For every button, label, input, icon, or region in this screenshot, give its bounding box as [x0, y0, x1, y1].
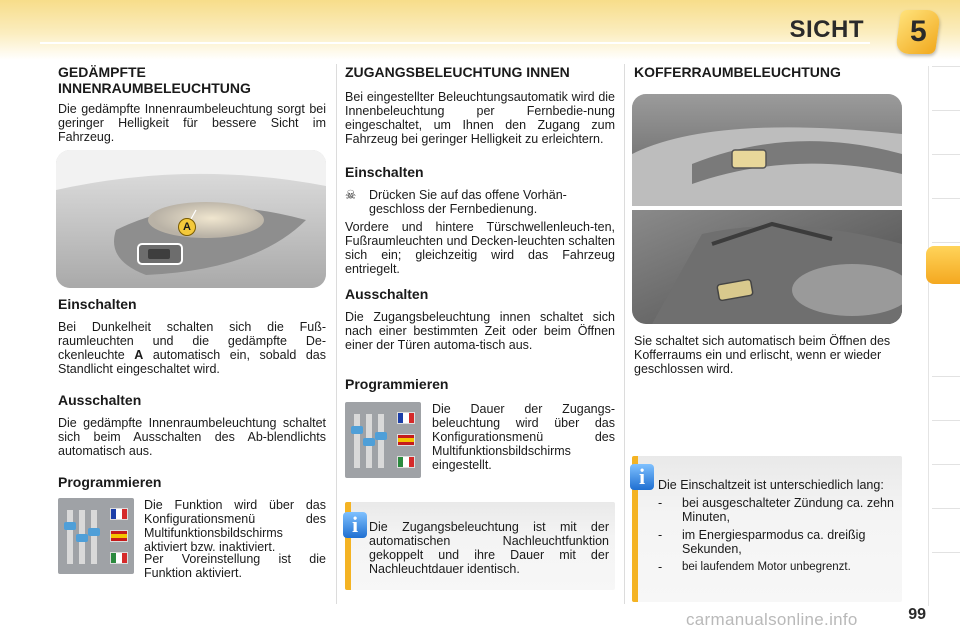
list-item: [658, 496, 898, 524]
flag-icon: [397, 456, 415, 468]
trunk-note-box: [632, 456, 902, 602]
info-icon: i: [343, 512, 367, 538]
access-on-title: Einschalten: [345, 164, 424, 180]
header-rule: [40, 42, 870, 44]
trunk-note-content: [658, 478, 898, 574]
dimmed-on-text-part: Bei Dunkelheit schalten sich die Fuß-raumleuchten und die gedämpfte De-ckenleuchte: [58, 320, 326, 362]
chapter-tab[interactable]: [932, 464, 960, 500]
config-menu-image: [345, 402, 421, 478]
trunk-note-list: [658, 496, 898, 574]
watermark: carmanualsonline.info: [686, 610, 858, 629]
dimmed-on-text: [58, 320, 326, 376]
access-note-box: [345, 502, 615, 590]
access-off-text: Die Zugangsbeleuchtung innen schaltet sich nach einer bestimmten Zeit oder beim Öffnen einer der Türen automa-tisch aus.: [345, 310, 615, 352]
trunk-light-photo: [632, 94, 902, 324]
list-item-text: bei ausgeschalteter Zündung ca. zehn Minuten,: [682, 496, 894, 524]
key-fob-icon: ☠: [345, 188, 357, 202]
dimmed-prog-text2: Per Voreinstellung ist die Funktion aktiviert.: [144, 552, 326, 580]
chapter-tab[interactable]: [932, 376, 960, 412]
marker-a-badge: A: [178, 218, 196, 236]
dimmed-on-text-part: automatisch ein, sobald das Standlicht eingeschaltet wird.: [58, 348, 327, 376]
flag-icon: [397, 434, 415, 446]
access-on-bullet: [345, 188, 615, 216]
trunk-caption: Sie schaltet sich automatisch beim Öffnen des Kofferraums ein und erlischt, wenn er wieder geschlossen wird.: [634, 334, 891, 376]
list-item: [658, 560, 898, 574]
dimmed-prog-text1: Die Funktion wird über das Konfigurationsmenü des Multifunktionsbildschirms aktiviert bzw. inaktiviert.: [144, 498, 326, 554]
column-divider: [336, 64, 337, 604]
list-item-marker: -: [658, 496, 663, 510]
trunk-note-intro: Die Einschaltzeit ist unterschiedlich lang:: [658, 478, 884, 492]
access-off-title: Ausschalten: [345, 286, 429, 302]
info-icon: i: [630, 464, 654, 490]
chapter-tab[interactable]: [932, 154, 960, 190]
dimmed-on-title: Einschalten: [58, 296, 137, 312]
section-heading-dimmed-lighting: GEDÄMPFTE INNENRAUMBELEUCHTUNG: [58, 64, 251, 96]
list-item-marker: -: [658, 560, 663, 574]
access-on-text: Vordere und hintere Türschwellenleuch-ten, Fußraumleuchten und Decken-leuchten schalten sich ein; gleichzeitig wird das Fahrzeug entriegelt.: [345, 220, 615, 276]
chapter-tab[interactable]: [932, 198, 960, 234]
chapter-badge: [895, 10, 941, 54]
config-menu-image: [58, 498, 134, 574]
flag-icon: [110, 552, 128, 564]
list-item-text: im Energiesparmodus ca. dreißig Sekunden,: [682, 528, 866, 556]
access-on-bullet-row: [345, 188, 615, 216]
dimmed-on-marker: A: [134, 348, 144, 362]
chapter-tab-strip: [928, 66, 960, 606]
ceiling-light-photo: [56, 150, 326, 288]
list-item-text: bei laufendem Motor unbegrenzt.: [682, 561, 851, 573]
dimmed-off-text: Die gedämpfte Innenraumbeleuchtung schaltet sich beim Ausschalten des Ab-blendlichts automatisch aus.: [58, 416, 326, 458]
access-prog-text: Die Dauer der Zugangs-beleuchtung wird über das Konfigurationsmenü des Multifunktionsbildschirms eingestellt.: [432, 402, 615, 472]
chapter-tab[interactable]: [932, 508, 960, 544]
chapter-tab[interactable]: [932, 420, 960, 456]
access-prog-title: Programmieren: [345, 376, 449, 392]
flag-icon: [110, 508, 128, 520]
access-note-text: Die Zugangsbeleuchtung ist mit der automatischen Nachleuchtfunktion gekoppelt und ihre Dauer mit der Nachleuchtdauer identisch.: [369, 520, 609, 576]
list-item-marker: -: [658, 528, 663, 542]
page-title: SICHT: [789, 16, 864, 43]
dimmed-prog-title: Programmieren: [58, 474, 162, 490]
flag-icon: [110, 530, 128, 542]
chapter-tab-active[interactable]: [926, 246, 960, 284]
column-divider: [624, 64, 625, 604]
dimmed-lighting-intro: Die gedämpfte Innenraumbeleuchtung sorgt bei geringer Helligkeit für bessere Sicht im Fahrzeug.: [58, 102, 326, 144]
chapter-number: 5: [909, 15, 927, 48]
chapter-tab[interactable]: [932, 110, 960, 146]
chapter-tab[interactable]: [932, 66, 960, 102]
chapter-tab[interactable]: [932, 552, 960, 588]
list-item: [658, 528, 898, 556]
dimmed-off-title: Ausschalten: [58, 392, 142, 408]
flag-icon: [397, 412, 415, 424]
access-lighting-intro: Bei eingestellter Beleuchtungsautomatik wird die Innenbeleuchtung per Fernbedie-nung eingeschaltet, um Ihnen den Zugang zum Fahrzeug bei geringer Helligkeit zu erleichtern.: [345, 90, 615, 146]
section-heading-access-lighting: ZUGANGSBELEUCHTUNG INNEN: [345, 64, 570, 80]
page-number: 99: [908, 606, 926, 623]
section-heading-trunk-lighting: KOFFERRAUMBELEUCHTUNG: [634, 64, 841, 80]
access-on-bullet-text: Drücken Sie auf das offene Vorhän-geschloss der Fernbedienung.: [369, 188, 567, 216]
